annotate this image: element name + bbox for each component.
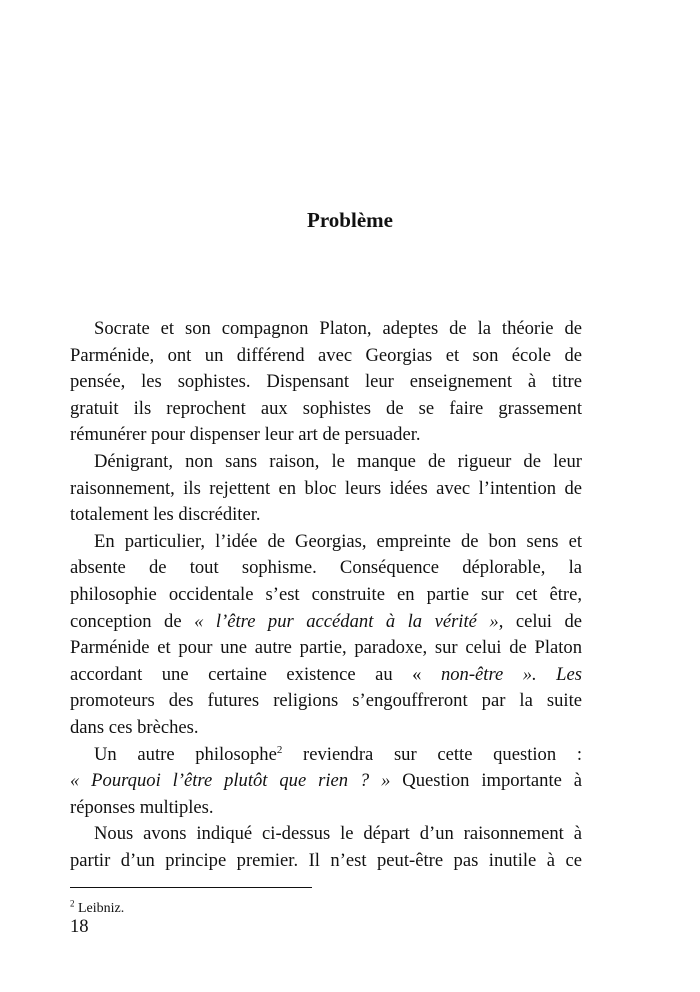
text-segment: partir d’un principe premier. Il n’est peut-être pas inutile à ce (70, 849, 582, 871)
text-segment: Socrate et son compagnon Platon, adeptes de la théorie de (94, 318, 582, 339)
text-line (70, 688, 582, 715)
text-segment: gratuit ils reprochent aux sophistes de se faire grassement (70, 397, 582, 419)
text-segment: « l’être pur accédant à la vérité » (194, 610, 499, 632)
text-line (70, 742, 582, 769)
text-segment: raisonnement, ils rejettent en bloc leurs idées avec l’intention de (70, 477, 582, 499)
text-line (70, 369, 582, 396)
text-line (70, 635, 582, 662)
text-line (70, 715, 582, 742)
text-segment: Question importante à (390, 770, 582, 792)
text-segment: philosophie occidentale s’est construite en partie sur cet être, (70, 583, 582, 605)
text-segment: pensée, les sophistes. Dispensant leur enseignement à titre (70, 371, 582, 393)
text-segment: rémunérer pour dispenser leur art de persuader. (70, 424, 421, 446)
text-line (70, 396, 582, 423)
text-segment: absente de tout sophisme. Conséquence déplorable, la (70, 557, 582, 579)
footnote-separator (70, 887, 312, 888)
page-number: 18 (70, 916, 89, 937)
text-segment: conception de (70, 610, 195, 632)
chapter-title: Problème (307, 208, 393, 232)
text-line (70, 449, 582, 476)
footnote (70, 898, 125, 917)
footnote-marker: 2 (70, 898, 75, 909)
text-segment: non-être ». Les (440, 663, 583, 685)
text-segment: reviendra sur cette question : (282, 743, 582, 765)
text-line (70, 609, 582, 636)
text-segment: , celui de (498, 610, 582, 632)
text-segment: Parménide et pour une autre partie, paradoxe, sur celui de Platon (70, 637, 582, 659)
text-segment: réponses multiples. (70, 796, 214, 818)
text-line (70, 476, 582, 503)
text-segment: « Pourquoi l’être plutôt que rien ? » (70, 770, 391, 792)
text-segment: totalement les discréditer. (70, 504, 261, 526)
text-segment: accordant une certaine existence au « (70, 663, 441, 685)
text-line (70, 316, 582, 343)
text-line (70, 582, 582, 609)
text-line (70, 422, 582, 449)
text-line (70, 502, 582, 529)
text-line (70, 795, 582, 822)
text-line (70, 529, 582, 556)
text-segment: dans ces brèches. (70, 716, 199, 738)
text-line (70, 768, 582, 795)
text-line (70, 821, 582, 848)
text-line (70, 555, 582, 582)
text-segment: promoteurs des futures religions s’engouffreront par la suite (70, 690, 582, 712)
text-line (70, 662, 582, 689)
text-segment: Dénigrant, non sans raison, le manque de rigueur de leur (94, 450, 582, 472)
text-line (70, 848, 582, 875)
footnote-text: Leibniz. (74, 901, 125, 916)
text-line (70, 343, 582, 370)
text-segment: Un autre philosophe (94, 743, 277, 765)
body-text (70, 316, 582, 874)
footnote-reference: 2 (276, 743, 283, 756)
text-segment: En particulier, l’idée de Georgias, empreinte de bon sens et (94, 530, 582, 552)
text-segment: Nous avons indiqué ci-dessus le départ d’un raisonnement à (94, 823, 582, 845)
text-segment: Parménide, ont un différend avec Georgias et son école de (70, 344, 582, 366)
